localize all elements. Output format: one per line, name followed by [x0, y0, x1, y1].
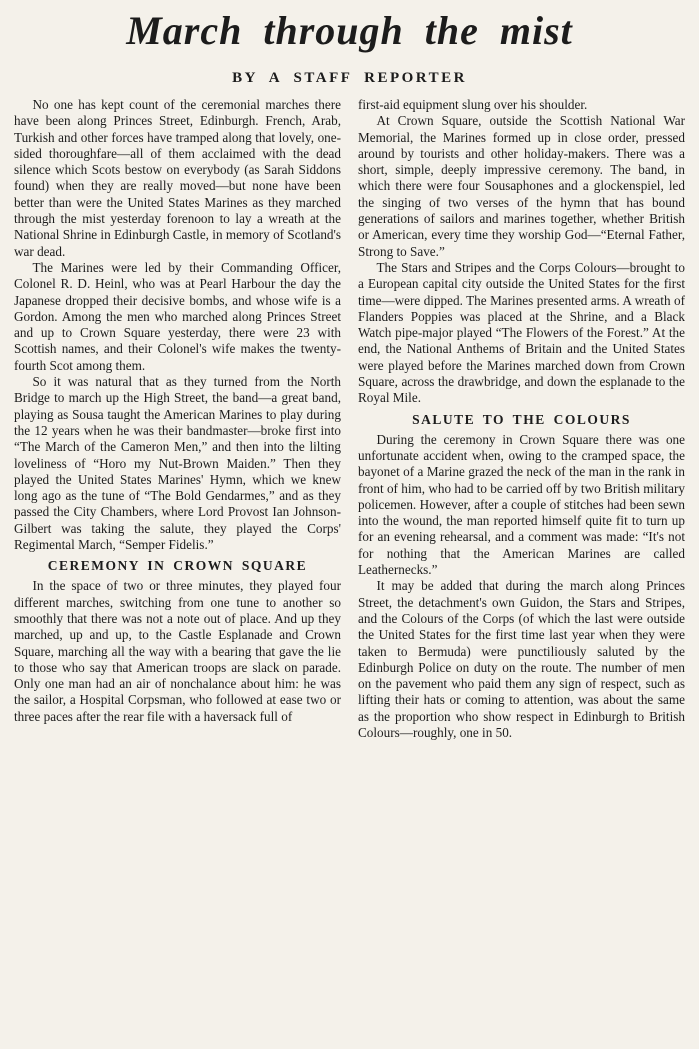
paragraph: It may be added that during the march along Princes Street, the detachment's own Guidon, the Stars and Stripes, and the Colours of the Corps (of which the last were outside the United States for the first time last year when they were taken to Bermuda) were punctiliously saluted by the Edinburgh Police on duty on the route. The number of men on the pavement who paid them any sign of respect, such as lifting their hats or coming to attention, was about the same as the proportion who show respect in Edinburgh to British Colours—roughly, one in 50.: [358, 578, 685, 740]
headline: March through the mist: [126, 8, 573, 53]
paragraph: So it was natural that as they turned from the North Bridge to march up the High Street, the band—a great band, playing as Sousa taught the American Marines to play during the 12 years when he was their bandmaster—broke first into “The March of the Cameron Men,” and then into the lilting loveliness of “Horo my Nut-Brown Maiden.” Then they played the United States Marines' Hymn, which we knew long ago as the tune of “The Bold Gendarmes,” and as they passed the City Chambers, where Lord Provost Ian Johnson-Gilbert was taking the salute, they played the Corps' Regimental March, “Semper Fidelis.”: [14, 374, 341, 553]
paragraph: No one has kept count of the ceremonial marches there have been along Princes Street, Edinburgh. French, Arab, Turkish and other forces have tramped along that lovely, one-sided thoroughfare—all of them acclaimed with the dead silence which Scots bestow on everybody (as Sarah Siddons found) when they are really moved—but none have been better than were the United States Marines as they marched through the mist yesterday forenoon to lay a wreath at the National Shrine in Edinburgh Castle, in memory of Scotland's war dead.: [14, 97, 342, 259]
paragraph: During the ceremony in Crown Square there was one unfortunate accident when, owing to the cramped space, the bayonet of a Marine grazed the neck of the man in the rank in front of him, who had to be carried off by two British military policemen. However, after a couple of stitches had been sewn into the wound, the man reported himself quite fit to turn up for an evening rehearsal, and a comment was made: “It's not for nothing that the American Marines are called Leathernecks.”: [358, 431, 685, 578]
byline: BY A STAFF REPORTER: [232, 70, 467, 86]
paragraph-continuation: first-aid equipment slung over his shoulder.: [358, 97, 588, 112]
article-body: [14, 97, 685, 741]
paragraph: The Stars and Stripes and the Corps Colours—brought to a European capital city outside the United States for the first time—were dipped. The Marines presented arms. A wreath of Flanders Poppies was placed at the Shrine, and a Black Watch pipe-major played “The Flowers of the Forest.” At the end, the National Anthems of Britain and the United States were played before the Marines marched down from Crown Square, across the drawbridge, and down the esplanade to the Royal Mile.: [358, 259, 685, 406]
paragraph: The Marines were led by their Commanding Officer, Colonel R. D. Heinl, who was at Pearl Harbour the day the Japanese dropped their decisive bombs, and whose wife is a Gordon. Among the men who marched along Princes Street and up to Crown Square yesterday, there were 23 with Scottish names, and their Colonel's wife makes the twenty-fourth Scot among them.: [14, 259, 341, 373]
left-column: [14, 97, 341, 741]
paragraph: In the space of two or three minutes, they played four different marches, switching from one tune to another so smoothly that there was not a note out of place. And up they marched, up and up, to the Castle Esplanade and Crown Square, marching all the way with a bearing that gave the lie to those who say that American troops are slack on parade. Only one man had an air of nonchalance about him: he was the sailor, a Hospital Corpsman, who followed at ease two or three paces after the rear file with a haversack full of: [14, 578, 341, 724]
paragraph: At Crown Square, outside the Scottish National War Memorial, the Marines formed up in close order, pressed around by tourists and other holiday-makers. There was a short, simple, deeply impressive ceremony. The band, in which there were four Sousaphones and a glockenspiel, led the singing of two verses of the hymn that has bound generations of sailors and marines together, whether British or American, every time they worship God—“Eternal Father, Strong to Save.”: [358, 113, 685, 259]
subheading: CEREMONY IN CROWN SQUARE: [47, 558, 308, 574]
right-column: [358, 97, 685, 741]
subheading: SALUTE TO THE COLOURS: [412, 411, 631, 427]
